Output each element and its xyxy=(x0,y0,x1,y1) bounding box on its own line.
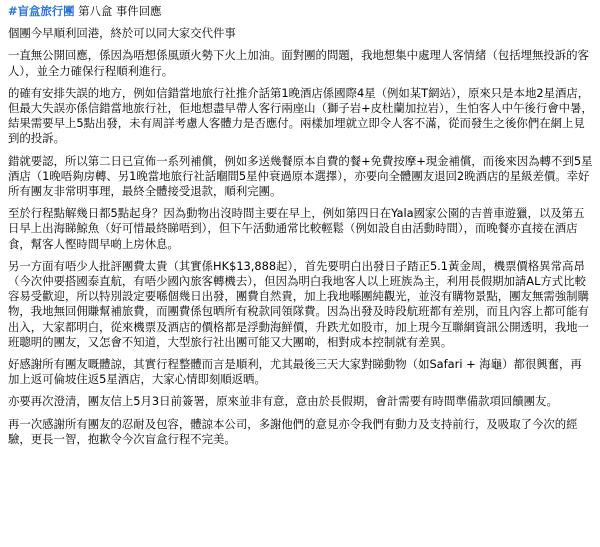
paragraph-schedule: 至於行程點解幾日都5點起身？因為動物出沒時間主要在早上，例如第四日在Yala國家公園的吉普車遊獵，以及第五日早上出海睇鯨魚（好可惜最終睇唔到），但下午活動通常比較輕鬆（例如設自由活動時間），而晚餐亦直接在酒店食，幫客人慳時間早啲上房休息。 xyxy=(8,206,585,251)
post-title: 第八盒 事件回應 xyxy=(74,4,162,18)
paragraph-clarification: 亦要再次澄清，團友信上5月3日前簽署，原來並非有意，意由於長假期，會計需要有時間準備款項回饋團友。 xyxy=(8,394,558,409)
paragraph-pricing: 另一方面有唔少人批評團費太貴（其實係HK$13,888起），首先要明白出發日子踏正5.1黃金周，機票價格異常高昂（今次仲要搭國泰直航，有唔少國內旅客轉機去），但因為明白我地客人以上班族為主，利用長假期加請AL方式比較容易受歡迎，所以特別設定要喺個幾日出發，團費自然貴，加上我地喺團純觀光，並沒有購物景點，團友無需強制購物，我地無回佣賺幫補旅費，而團費係包晒所有稅款同領隊費。因為出發及時段航班都有差別，而且內容上都可能有出入，大家都明白，從來機票及酒店的價格都是浮動海鮮價，升跌尤如股市，加上現今互聯網資訊公開透明，我地一班聰明的團友，又怎會不知道，大型旅行社出團可能又大團啲，相對成本控制就有差異。 xyxy=(8,258,589,349)
paragraph-no-public-response: 一直無公開回應，係因為唔想係風頭火勢下火上加油。面對團的問題，我地想集中處理人客情緒（包括埋無投訴的客人），並全力確保行程順利進行。 xyxy=(8,48,589,78)
paragraph-compensation: 錯就要認，所以第二日已宣佈一系列補償，例如多送幾餐原本自費的餐+免費按摩+現金補償，而後來因為轉不到5星酒店（1晚唔夠房轉、另1晚當地旅行社話嗰間5星仲衰過原本選擇），亦要向全體團友退回2晚酒店的星級差價。幸好所有團友非常明事理，最終全體接受退款，順利完團。 xyxy=(8,153,593,199)
post-header xyxy=(8,4,593,19)
paragraph-mistakes: 的確有安排失誤的地方，例如信錯當地旅行社推介話第1晚酒店係國際4星（例如某T網站），原來只是本地2星酒店，但最大失誤亦係信錯當地旅行社，佢地想盡早帶人客行兩座山（獅子岩+皮杜蘭加拉岩），生怕客人中午後行會中暑，結果需要早上5點出發，未有周詳考慮人客體力是否應付。兩樣加埋就立即令人客不滿，從而發生之後你們在網上見到的投訴。 xyxy=(8,85,593,146)
hashtag-link[interactable]: #盲盒旅行團 xyxy=(8,4,75,18)
paragraph-intro: 個團今早順利回港，終於可以同大家交代件事 xyxy=(8,26,236,41)
paragraph-closing: 再一次感謝所有團友的忍耐及包容，體諒本公司，多謝他們的意見亦令我們有動力及支持前行，及吸取了今次的經驗，更長一智，抱歉令今次盲盒行程不完美。 xyxy=(8,416,578,446)
paragraph-thanks: 好感謝所有團友嘅體諒，其實行程整體而言是順利，尤其最後三天大家對睇動物（如Safari + 海龜）都很興奮，再加上返可倫坡住返5星酒店，大家心情即刻順返晒。 xyxy=(8,357,582,387)
